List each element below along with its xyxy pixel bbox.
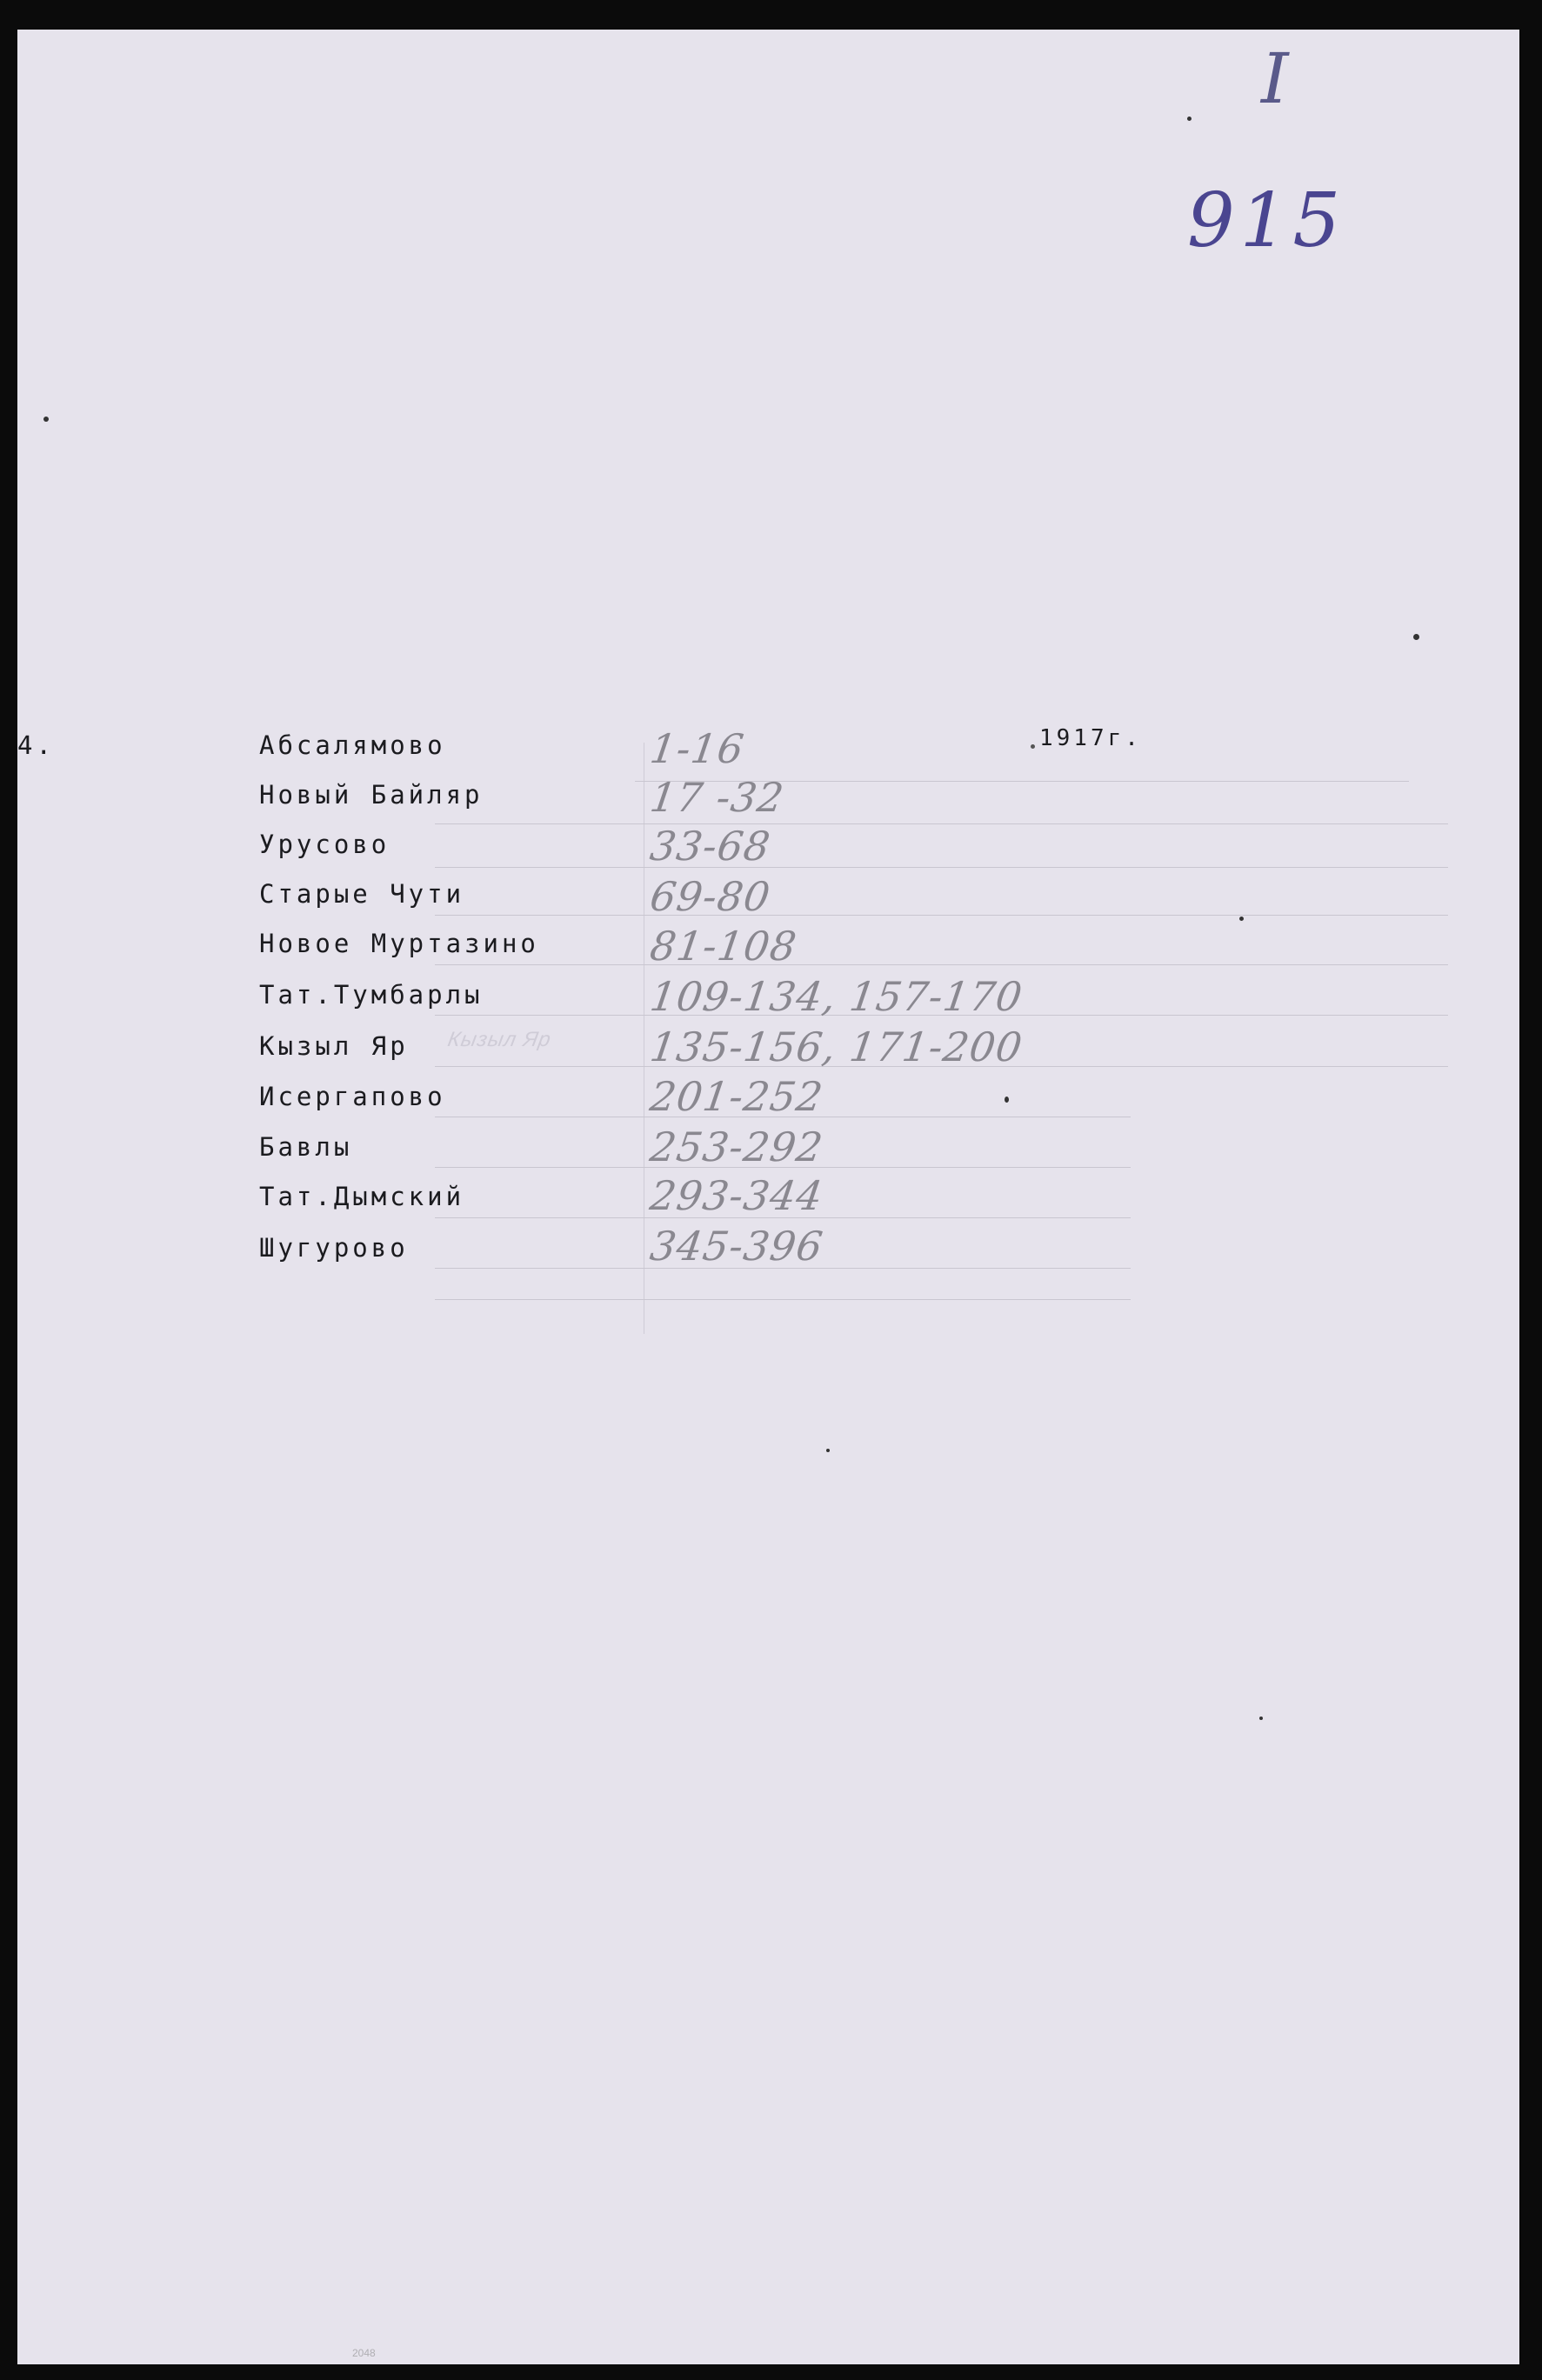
archive-mark: I	[1261, 38, 1289, 119]
scan-speck	[1031, 744, 1035, 749]
page-range: 17 -32	[647, 774, 788, 821]
village-name: Шугурово	[259, 1233, 409, 1263]
page-range: 201-252	[647, 1073, 826, 1120]
village-name: Старые Чути	[259, 879, 465, 909]
village-name: Бавлы	[259, 1132, 353, 1162]
page-range: 33-68	[647, 823, 774, 870]
page-range: 345-396	[647, 1223, 826, 1270]
page-range: 69-80	[647, 873, 774, 920]
footer-mark: 2048	[352, 2347, 376, 2359]
scan-speck	[1259, 1717, 1263, 1720]
document-page	[17, 30, 1519, 2364]
village-name: Исергапово	[259, 1082, 446, 1111]
section-number: 4.	[17, 730, 55, 760]
row-line	[435, 915, 1448, 916]
row-line	[435, 1299, 1131, 1300]
scan-speck	[1239, 917, 1244, 921]
village-name: Кызыл Яр	[259, 1031, 409, 1061]
page-range: 293-344	[647, 1172, 826, 1219]
page-range: 81-108	[647, 923, 800, 970]
scan-speck	[1005, 1097, 1009, 1103]
village-name: Тат.Дымский	[259, 1182, 465, 1211]
row-line	[435, 964, 1448, 965]
year-label: 1917г.	[1039, 725, 1142, 751]
page-range: 253-292	[647, 1123, 826, 1170]
scan-speck	[1413, 634, 1419, 640]
row-line	[435, 823, 1448, 824]
village-name: Новый Байляр	[259, 780, 484, 810]
marginal-note: Кызыл Яр	[445, 1028, 553, 1051]
row-line	[435, 867, 1448, 868]
page-range: 135-156, 171-200	[647, 1023, 1026, 1070]
scan-speck	[826, 1449, 830, 1452]
page-range: 1-16	[647, 725, 748, 772]
village-name: Новое Муртазино	[259, 929, 539, 958]
village-name: Урусово	[259, 830, 391, 859]
page-number: 915	[1187, 177, 1346, 264]
scan-speck	[43, 417, 49, 422]
village-name: Абсалямово	[259, 730, 446, 760]
scan-speck	[1187, 117, 1192, 121]
village-name: Тат.Тумбарлы	[259, 980, 484, 1010]
page-range: 109-134, 157-170	[647, 973, 1026, 1020]
